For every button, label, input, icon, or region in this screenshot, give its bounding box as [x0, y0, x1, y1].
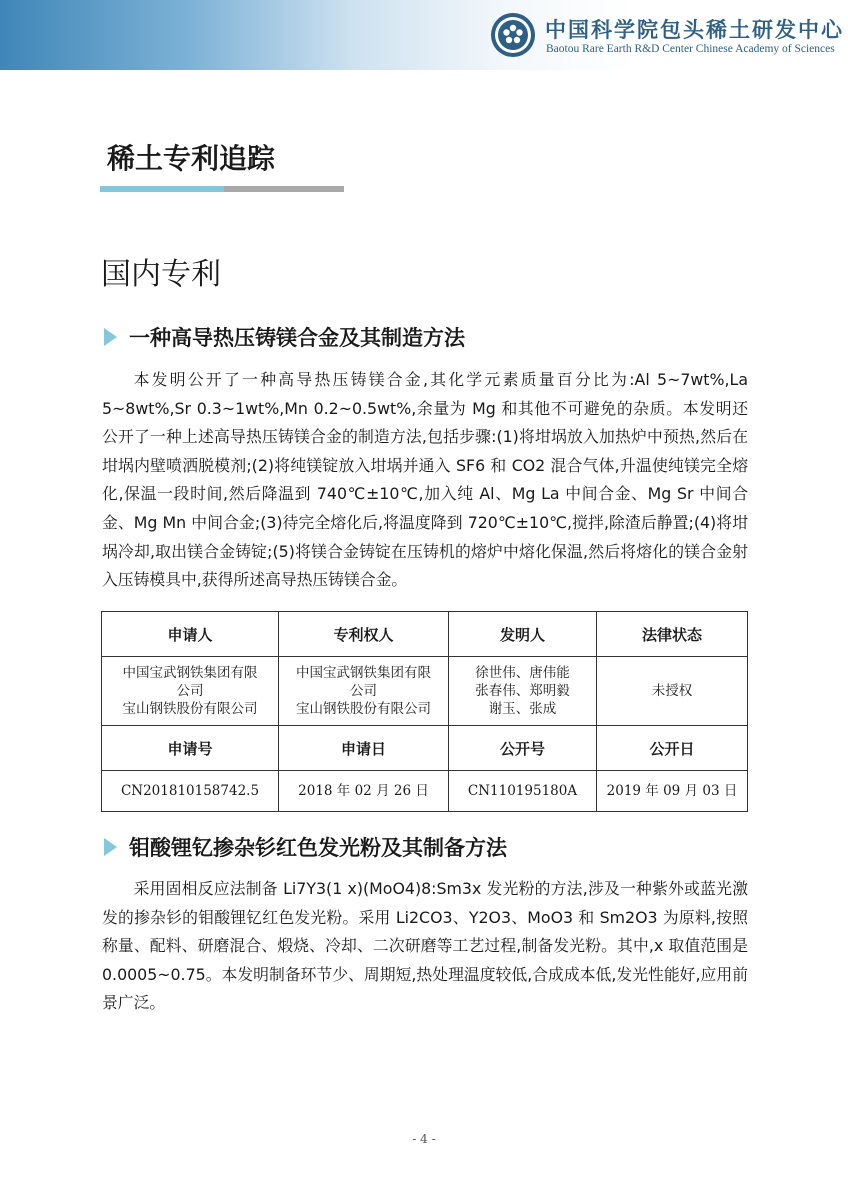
patentee-line: 中国宝武钢铁集团有限: [296, 665, 431, 681]
applicant-line: 公司: [176, 683, 204, 699]
subsection-title: 国内专利: [101, 257, 221, 292]
title-underline-gray: [224, 186, 344, 192]
publication-number-cell: CN110195180A: [449, 771, 597, 812]
table-header-cell: 公开号: [449, 726, 597, 771]
applicant-line: 宝山钢铁股份有限公司: [122, 701, 258, 717]
patent-heading: [104, 322, 465, 352]
patent-abstract: 本发明公开了一种高导热压铸镁合金,其化学元素质量百分比为:Al 5~7wt%,La 5~8wt%,Sr 0.3~1wt%,Mn 0.2~0.5wt%,余量为 Mg 和其他不可避免的杂质。本发明还公开了一种上述高导热压铸镁合金的制造方法,包括步骤:(1)将坩埚放入加热炉中预热,然后在坩埚内壁喷洒脱模剂;(2)将纯镁锭放入坩埚并通入 SF6 和 CO2 混合气体,升温使纯镁完全熔化,保温一段时间,然后降温到 740℃±10℃,加入纯 Al、Mg La 中间合金、Mg Sr 中间合金、Mg Mn 中间合金;(3)待完全熔化后,将温度降到 720℃±10℃,搅拌,除渣后静置;(4)将坩埚冷却,取出镁合金铸锭;(5)将镁合金铸锭在压铸机的熔炉中熔化保温,然后将熔化的镁合金射入压铸模具中,获得所述高导热压铸镁合金。: [102, 370, 748, 590]
table-row: [102, 657, 748, 726]
table-row: [102, 771, 748, 812]
inventor-line: 张春伟、郑明毅: [475, 683, 570, 699]
patentee-line: 公司: [350, 683, 377, 699]
triangle-bullet-icon: [104, 328, 117, 346]
cas-emblem-icon: [490, 12, 536, 58]
patent-abstract: 采用固相反应法制备 Li7Y3(1 x)(MoO4)8:Sm3x 发光粉的方法,涉及一种紫外或蓝光激发的掺杂钐的钼酸锂钇红色发光粉。采用 Li2CO3、Y2O3、MoO3 和 Sm2O3 为原料,按照称量、配料、研磨混合、煅烧、冷却、二次研磨等工艺过程,制备发光粉。其中,x 取值范围是 0.0005~0.75。本发明制备环节少、周期短,热处理温度较低,合成成本低,发光性能好,应用前景广泛。: [102, 879, 748, 1013]
application-number-cell: CN201810158742.5: [102, 771, 279, 812]
table-header-cell: 申请人: [102, 612, 279, 657]
patent-heading: [104, 832, 507, 862]
inventor-cell: [449, 657, 597, 726]
table-header-cell: 法律状态: [597, 612, 748, 657]
table-header-row: [102, 726, 748, 771]
title-underline-accent: [100, 186, 224, 192]
application-date-cell: 2018 年 02 月 26 日: [279, 771, 449, 812]
section-title: 稀土专利追踪: [107, 142, 276, 175]
patent-title: 一种高导热压铸镁合金及其制造方法: [129, 326, 465, 350]
patent-info-table: [101, 611, 748, 812]
inventor-line: 谢玉、张成: [488, 701, 557, 717]
table-header-cell: 申请日: [279, 726, 449, 771]
inventor-line: 徐世伟、唐伟能: [475, 665, 570, 681]
applicant-line: 中国宝武钢铁集团有限: [122, 665, 258, 681]
legal-status-cell: 未授权: [597, 657, 748, 726]
patent-title: 钼酸锂钇掺杂钐红色发光粉及其制备方法: [129, 836, 507, 860]
org-name-en: Baotou Rare Earth R&D Center Chinese Academy of Sciences: [546, 43, 835, 55]
org-name-cn: 中国科学院包头稀土研发中心: [545, 17, 844, 42]
page-number: - 4 -: [412, 1132, 436, 1146]
triangle-bullet-icon: [104, 838, 117, 856]
table-header-cell: 公开日: [597, 726, 748, 771]
table-header-cell: 发明人: [449, 612, 597, 657]
applicant-cell: [102, 657, 279, 726]
table-header-row: [102, 612, 748, 657]
table-header-cell: 专利权人: [279, 612, 449, 657]
patentee-cell: [279, 657, 449, 726]
patentee-line: 宝山钢铁股份有限公司: [296, 701, 431, 717]
publication-date-cell: 2019 年 09 月 03 日: [597, 771, 748, 812]
table-header-cell: 申请号: [102, 726, 279, 771]
